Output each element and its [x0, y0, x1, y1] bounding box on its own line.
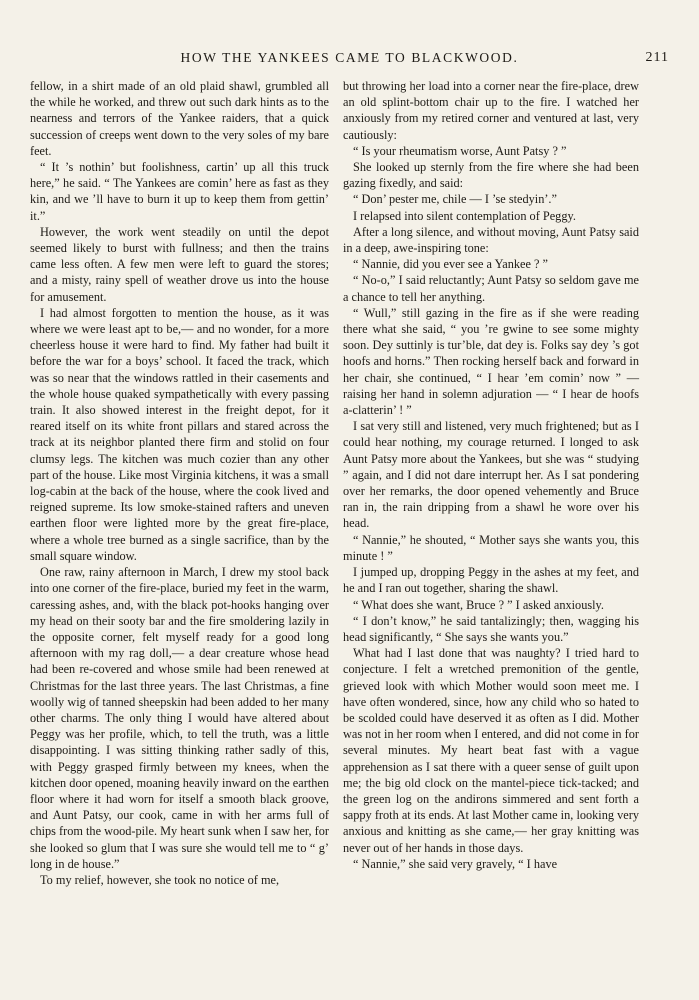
paragraph: After a long silence, and without moving, Aunt Patsy said in a deep, awe-inspiring tone: [343, 224, 639, 256]
paragraph: I sat very still and listened, very much frightened; but as I could hear nothing, my courage returned. I longed to ask Aunt Patsy more about the Yankees, but she was “ studying ” again, and I did not dare interrupt her. As I sat pondering over her remarks, the door opened vehemently and Bruce ran in, the rain dripping from a shawl he wore over his head. [343, 419, 639, 531]
paragraph: “ Don’ pester me, chile — I ’se stedyin’.” [353, 192, 557, 207]
paragraph: I had almost forgotten to mention the house, as it was where we were least apt to be,— and no wonder, for a more cheerless house it were hard to find. My father had built it before the war for a boys’ school. It faced the track, which was so near that the windows rattled in their casements and the whole house quaked sympathetically with every passing train. It also showed interest in the freight depot, for it reared itself on its white front pillars and stared across the track at its neighbor planted there firm and stolid on four clumsy legs. The kitchen was much cozier than any other part of the house. Like most Virginia kitchens, it was a small log-cabin at the back of the house, where the cook lived and reigned supreme. Its low smoke-stained rafters and uneven earthen floor were lighted more by the great fire-place, where a whole tree burned as a single sacrifice, than by the small square window. [30, 305, 329, 563]
paragraph: “ I don’t know,” he said tantalizingly; then, wagging his head significantly, “ She says she wants you.” [343, 613, 639, 644]
paragraph: “ No-o,” I said reluctantly; Aunt Patsy so seldom gave me a chance to tell her anything. [343, 273, 639, 304]
paragraph: She looked up sternly from the fire where she had been gazing fixedly, and said: [343, 160, 639, 191]
paragraph: “ What does she want, Bruce ? ” I asked anxiously. [353, 597, 604, 612]
paragraph: To my relief, however, she took no notice of me, [40, 872, 280, 887]
paragraph: “ Nannie,” he shouted, “ Mother says she wants you, this minute ! ” [343, 532, 639, 563]
paragraph: “ Nannie, did you ever see a Yankee ? ” [353, 257, 548, 272]
paragraph: “ Nannie,” she said very gravely, “ I have [353, 856, 558, 871]
paragraph: “ Is your rheumatism worse, Aunt Patsy ? ” [353, 143, 567, 158]
paragraph: “ It ’s nothin’ but foolishness, cartin’ up all this truck here,” he said. “ The Yankees are comin’ here as fast as they kin, and we ’ll have to burn it up to keep them from gettin’ it.” [30, 160, 329, 223]
page-number: 211 [645, 50, 669, 65]
paragraph: I jumped up, dropping Peggy in the ashes at my feet, and he and I ran out together, sharing the shawl. [343, 565, 639, 596]
paragraph: I relapsed into silent contemplation of Peggy. [353, 208, 576, 223]
paragraph: fellow, in a shirt made of an old plaid shawl, grumbled all the while he worked, and threw out such dark hints as to the nearness and terrors of the Yankee raiders, that a quick succession of creeps went down to the very soles of my bare feet. [30, 79, 329, 158]
right-column [343, 78, 639, 872]
paragraph: However, the work went steadily on until the depot seemed likely to burst with fullness; and then the trains came less often. A few men were left to guard the stores; and a misty, rainy spell of weather drove us into the house for amusement. [30, 224, 329, 304]
running-header [30, 50, 669, 66]
paragraph: “ Wull,” still gazing in the fire as if she were reading there what she said, “ you ’re gwine to see some mighty soon. Dey suttinly is tur’ble, dat dey is. Folks say dey ’s got hoofs and horns.” Then rocking herself back and forward in her chair, she continued, “ I hear ’em comin’ now ” — raising her hand in solemn adjuration — “ I hear de hoofs a-clatterin’ ! ” [343, 305, 639, 418]
page-title: HOW THE YANKEES CAME TO BLACKWOOD. [180, 50, 519, 65]
paragraph: but throwing her load into a corner near the fire-place, drew an old splint-bottom chair up to the fire. I watched her anxiously from my retired corner and ventured at last, very cautiously: [343, 79, 639, 142]
left-column [30, 78, 329, 888]
paragraph: What had I last done that was naughty? I tried hard to conjecture. I felt a wretched premonition of the gentle, grieved look with which Mother would soon meet me. I have often wondered, since, how any child who so hated to be scolded could have deserved it as often as I did. Mother was not in her room when I entered, and did not come in for several minutes. My heart beat fast with a vague apprehension as I sat there with a queer sense of guilt upon me; the big old clock on the mantel-piece tick-tacked; and the green log on the andirons simmered and sent forth a sappy froth at its ends. At last Mother came in, looking very anxious and knitting as she came,— her gray knitting was never out of her hands in those days. [343, 646, 639, 855]
paragraph: One raw, rainy afternoon in March, I drew my stool back into one corner of the fire-place, buried my feet in the warm, caressing ashes, and, with the black pot-hooks hanging over my head on their sooty bar and the fire smoldering lazily in the opposite corner, felt myself ready for a good long afternoon with my rag doll,— a dear creature whose head had been re-covered and whose smile had been renewed at Christmas for the last three years. The last Christmas, a fine woolly wig of tanned sheepskin had been added to her many other charms. The only thing I would have altered about Peggy was her profile, which, to tell the truth, was a little disappointing. I was sitting thinking rather sadly of this, with Peggy grasped firmly between my knees, when the kitchen door opened, moaning heavily inward on the earthen floor where it had worn for itself a smooth black groove, and Aunt Patsy, our cook, came in with her arms full of chips from the wood-pile. My heart sunk when I saw her, for she looked so glum that I was sure she would tell me to “ g’ long in de house.” [30, 565, 329, 871]
